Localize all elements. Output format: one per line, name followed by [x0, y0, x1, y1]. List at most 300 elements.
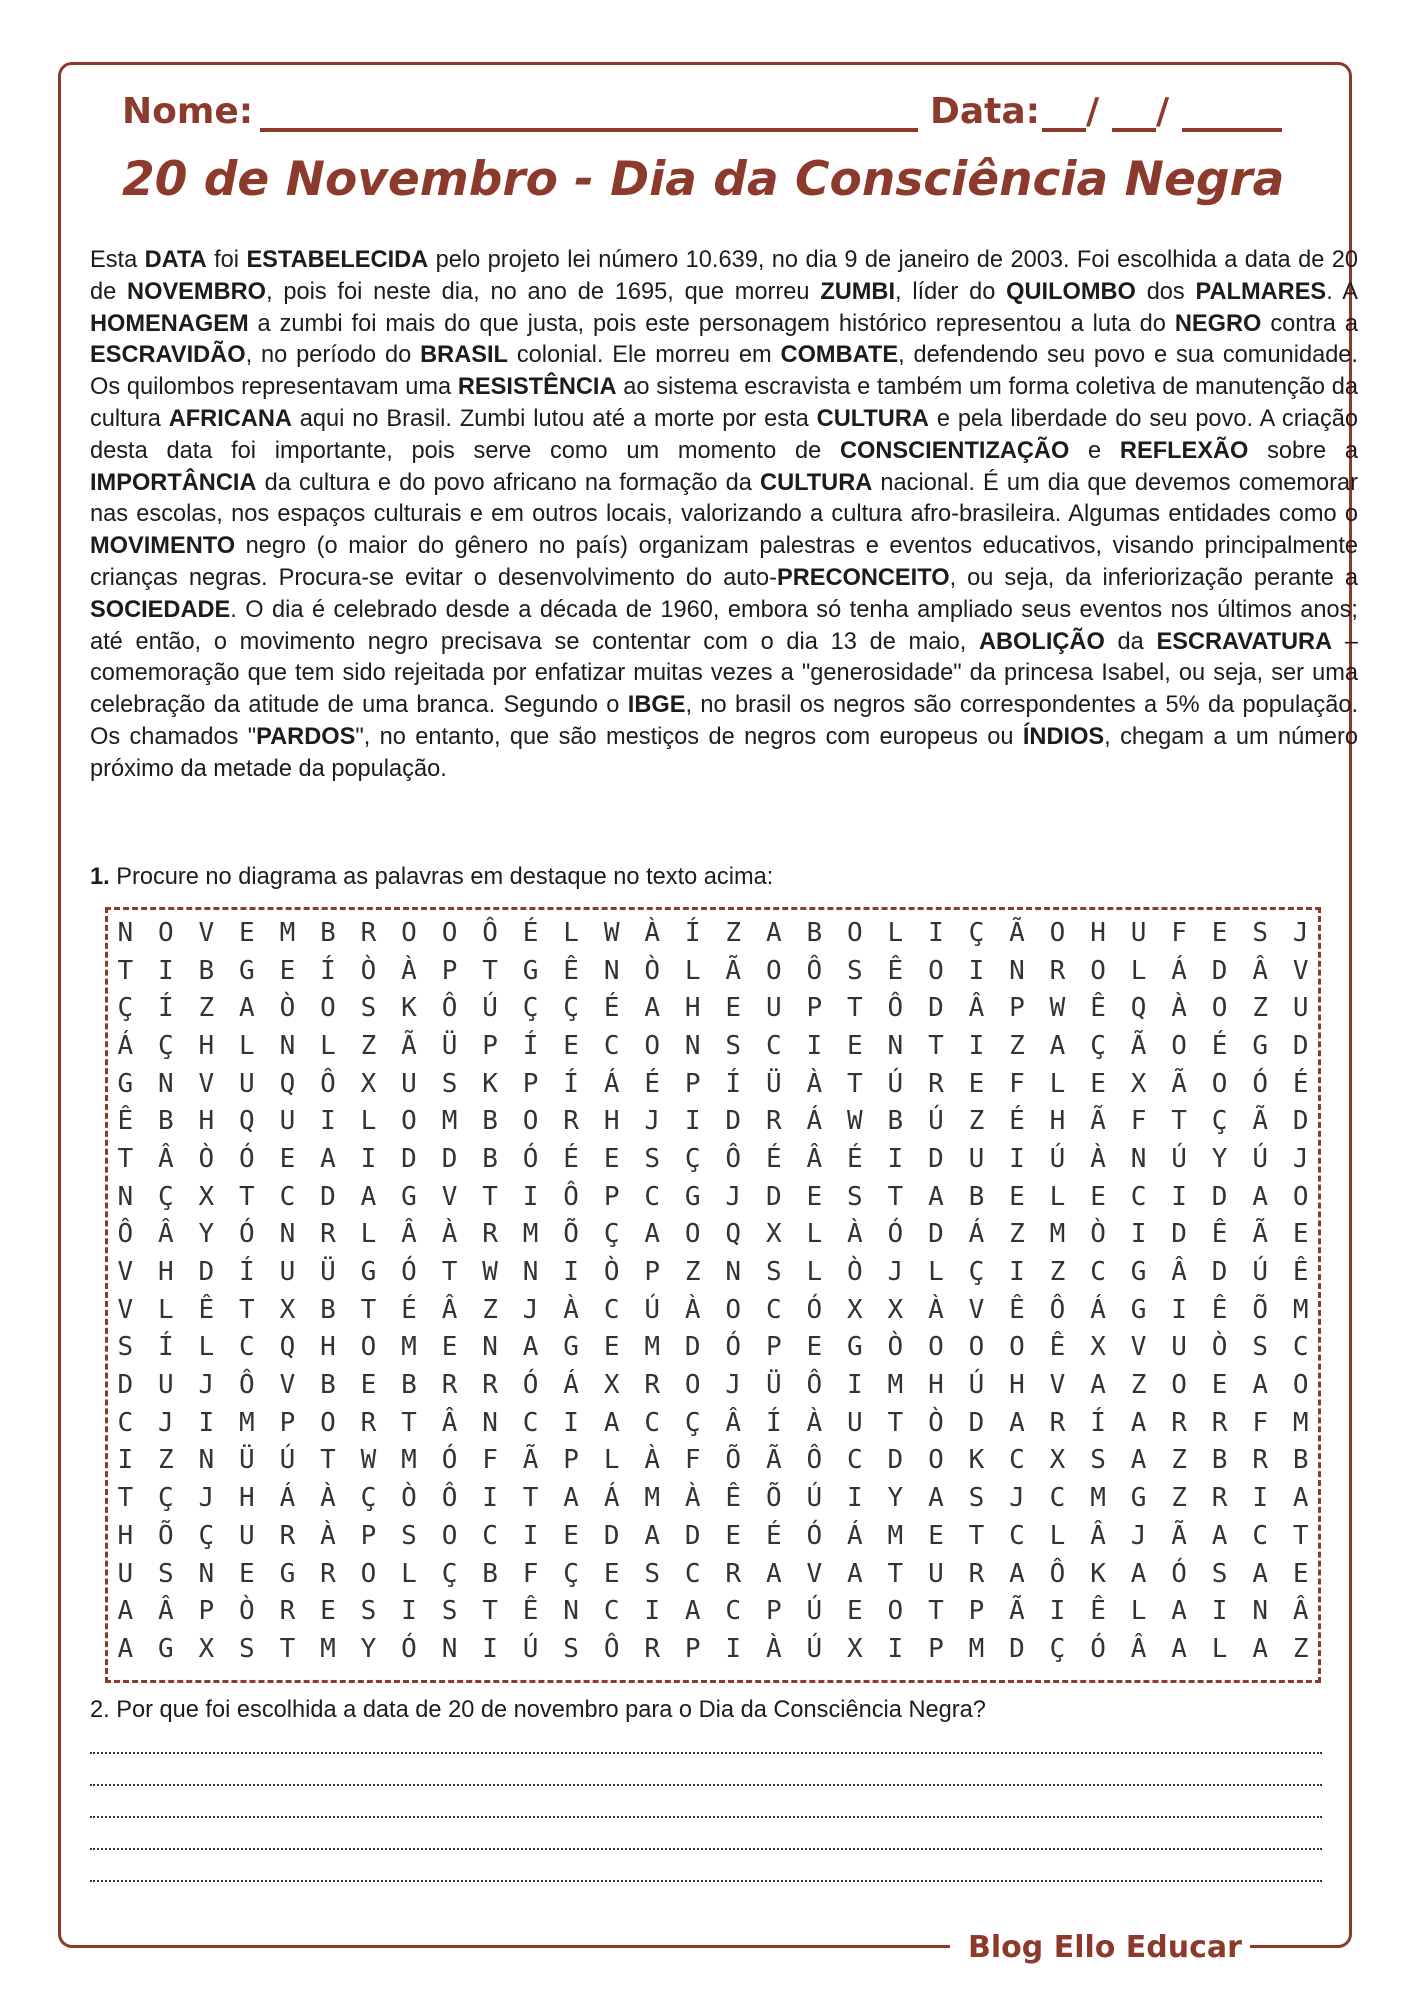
wordsearch-cell[interactable]: Ü — [765, 1370, 782, 1401]
wordsearch-cell[interactable]: Ç — [360, 1483, 377, 1514]
wordsearch-cell[interactable]: D — [603, 1520, 620, 1551]
wordsearch-cell[interactable]: Â — [441, 1407, 458, 1438]
wordsearch-cell[interactable]: B — [320, 1294, 336, 1325]
wordsearch-cell[interactable]: S — [847, 1181, 863, 1212]
wordsearch-cell[interactable]: V — [117, 1257, 134, 1288]
wordsearch-cell[interactable]: N — [684, 1030, 701, 1061]
wordsearch-cell[interactable]: C — [1009, 1520, 1025, 1551]
wordsearch-cell[interactable]: E — [1090, 1181, 1106, 1212]
wordsearch-cell[interactable]: Ç — [157, 1181, 174, 1212]
wordsearch-cell[interactable]: R — [320, 1558, 336, 1589]
wordsearch-cell[interactable]: À — [320, 1483, 336, 1514]
wordsearch-cell[interactable]: A — [1090, 1370, 1106, 1401]
wordsearch-cell[interactable]: A — [1171, 1596, 1187, 1627]
wordsearch-cell[interactable]: X — [765, 1219, 782, 1250]
wordsearch-cell[interactable]: Ô — [441, 993, 458, 1024]
wordsearch-cell[interactable]: J — [1009, 1483, 1025, 1514]
wordsearch-cell[interactable]: G — [563, 1332, 579, 1363]
wordsearch-cell[interactable]: Z — [1009, 1030, 1025, 1061]
wordsearch-cell[interactable]: S — [157, 1558, 174, 1589]
wordsearch-cell[interactable]: Ã — [1009, 1596, 1025, 1627]
wordsearch-cell[interactable]: I — [198, 1407, 215, 1438]
wordsearch-cell[interactable]: Ú — [806, 1633, 823, 1664]
wordsearch-cell[interactable]: D — [401, 1143, 417, 1174]
wordsearch-cell[interactable]: D — [765, 1181, 782, 1212]
wordsearch-cell[interactable]: Ô — [806, 1370, 823, 1401]
wordsearch-cell[interactable]: X — [847, 1294, 863, 1325]
wordsearch-cell[interactable]: L — [928, 1257, 944, 1288]
wordsearch-cell[interactable]: T — [482, 1181, 498, 1212]
wordsearch-cell[interactable]: A — [1009, 1407, 1025, 1438]
wordsearch-cell[interactable]: M — [1049, 1219, 1066, 1250]
wordsearch-cell[interactable]: Q — [279, 1332, 296, 1363]
wordsearch-cell[interactable]: M — [401, 1332, 417, 1363]
wordsearch-cell[interactable]: Â — [806, 1143, 823, 1174]
wordsearch-cell[interactable]: T — [928, 1030, 944, 1061]
wordsearch-cell[interactable]: I — [847, 1370, 863, 1401]
wordsearch-cell[interactable]: Z — [968, 1106, 985, 1137]
wordsearch-cell[interactable]: J — [198, 1483, 215, 1514]
wordsearch-cell[interactable]: G — [684, 1181, 701, 1212]
wordsearch-cell[interactable]: C — [644, 1181, 660, 1212]
wordsearch-cell[interactable]: Ô — [320, 1068, 336, 1099]
wordsearch-cell[interactable]: Z — [1171, 1445, 1187, 1476]
wordsearch-cell[interactable]: C — [1009, 1445, 1025, 1476]
wordsearch-cell[interactable]: P — [968, 1596, 985, 1627]
wordsearch-cell[interactable]: N — [198, 1445, 215, 1476]
wordsearch-cell[interactable]: I — [522, 1181, 539, 1212]
wordsearch-cell[interactable]: Z — [684, 1257, 701, 1288]
wordsearch-cell[interactable]: M — [887, 1370, 904, 1401]
wordsearch-cell[interactable]: O — [1171, 1030, 1187, 1061]
wordsearch-cell[interactable]: Â — [441, 1294, 458, 1325]
wordsearch-cell[interactable]: C — [482, 1520, 498, 1551]
wordsearch-cell[interactable]: N — [482, 1407, 498, 1438]
wordsearch-cell[interactable]: N — [1252, 1596, 1268, 1627]
wordsearch-cell[interactable]: E — [1211, 1370, 1228, 1401]
wordsearch-cell[interactable]: E — [725, 1520, 742, 1551]
wordsearch-cell[interactable]: A — [644, 1520, 660, 1551]
wordsearch-cell[interactable]: X — [1130, 1068, 1147, 1099]
date-day-line[interactable] — [1042, 128, 1086, 132]
wordsearch-cell[interactable]: E — [1090, 1068, 1106, 1099]
wordsearch-cell[interactable]: I — [1009, 1143, 1025, 1174]
wordsearch-cell[interactable]: É — [644, 1068, 660, 1099]
wordsearch-cell[interactable]: H — [603, 1106, 620, 1137]
wordsearch-cell[interactable]: A — [1252, 1633, 1268, 1664]
wordsearch-cell[interactable]: Í — [157, 1332, 174, 1363]
wordsearch-cell[interactable]: Ô — [117, 1219, 134, 1250]
wordsearch-cell[interactable]: À — [847, 1219, 863, 1250]
wordsearch-cell[interactable]: M — [1090, 1483, 1106, 1514]
wordsearch-cell[interactable]: B — [320, 917, 336, 948]
wordsearch-cell[interactable]: À — [1171, 993, 1187, 1024]
wordsearch-cell[interactable]: G — [239, 955, 255, 986]
wordsearch-cell[interactable]: N — [441, 1633, 458, 1664]
wordsearch-cell[interactable]: V — [117, 1294, 134, 1325]
wordsearch-cell[interactable]: K — [401, 993, 417, 1024]
wordsearch-cell[interactable]: À — [1090, 1143, 1106, 1174]
wordsearch-cell[interactable]: Ú — [1252, 1257, 1268, 1288]
wordsearch-cell[interactable]: Z — [1009, 1219, 1025, 1250]
wordsearch-cell[interactable]: R — [1252, 1445, 1268, 1476]
wordsearch-cell[interactable]: I — [563, 1257, 579, 1288]
wordsearch-cell[interactable]: À — [644, 917, 660, 948]
wordsearch-cell[interactable]: Ú — [887, 1068, 904, 1099]
wordsearch-cell[interactable]: T — [360, 1294, 377, 1325]
wordsearch-cell[interactable]: E — [1292, 1219, 1309, 1250]
wordsearch-cell[interactable]: R — [644, 1370, 660, 1401]
wordsearch-cell[interactable]: Ú — [968, 1370, 985, 1401]
wordsearch-cell[interactable]: J — [725, 1370, 742, 1401]
wordsearch-cell[interactable]: J — [198, 1370, 215, 1401]
answer-line[interactable] — [90, 1848, 1322, 1850]
wordsearch-cell[interactable]: A — [684, 1596, 701, 1627]
wordsearch-cell[interactable]: Á — [603, 1068, 620, 1099]
wordsearch-cell[interactable]: Ç — [684, 1407, 701, 1438]
wordsearch-cell[interactable]: C — [725, 1596, 742, 1627]
wordsearch-cell[interactable]: I — [117, 1445, 134, 1476]
wordsearch-cell[interactable]: O — [401, 917, 417, 948]
wordsearch-cell[interactable]: A — [117, 1633, 134, 1664]
wordsearch-cell[interactable]: I — [320, 1106, 336, 1137]
wordsearch-cell[interactable]: P — [441, 955, 458, 986]
wordsearch-cell[interactable]: C — [117, 1407, 134, 1438]
wordsearch-cell[interactable]: R — [360, 1407, 377, 1438]
wordsearch-cell[interactable]: L — [360, 1219, 377, 1250]
wordsearch-cell[interactable]: P — [928, 1633, 944, 1664]
wordsearch-cell[interactable]: M — [320, 1633, 336, 1664]
wordsearch-cell[interactable]: K — [1090, 1558, 1106, 1589]
wordsearch-cell[interactable]: M — [968, 1633, 985, 1664]
wordsearch-cell[interactable]: E — [320, 1596, 336, 1627]
answer-line[interactable] — [90, 1752, 1322, 1754]
wordsearch-cell[interactable]: Z — [1171, 1483, 1187, 1514]
wordsearch-cell[interactable]: D — [198, 1257, 215, 1288]
wordsearch-cell[interactable]: T — [239, 1181, 255, 1212]
wordsearch-cell[interactable]: L — [1211, 1633, 1228, 1664]
wordsearch-cell[interactable]: G — [1130, 1294, 1147, 1325]
wordsearch-cell[interactable]: A — [1252, 1558, 1268, 1589]
wordsearch-cell[interactable]: F — [1252, 1407, 1268, 1438]
wordsearch-cell[interactable]: G — [401, 1181, 417, 1212]
wordsearch-cell[interactable]: P — [522, 1068, 539, 1099]
wordsearch-cell[interactable]: Z — [1252, 993, 1268, 1024]
wordsearch-cell[interactable]: Ò — [239, 1596, 255, 1627]
wordsearch-cell[interactable]: S — [239, 1633, 255, 1664]
wordsearch-cell[interactable]: P — [603, 1181, 620, 1212]
wordsearch-cell[interactable]: B — [1211, 1445, 1228, 1476]
wordsearch-cell[interactable]: T — [482, 955, 498, 986]
wordsearch-cell[interactable]: C — [1252, 1520, 1268, 1551]
wordsearch-cell[interactable]: Ç — [563, 1558, 579, 1589]
date-year-line[interactable] — [1182, 128, 1282, 132]
wordsearch-cell[interactable]: Ú — [1049, 1143, 1066, 1174]
wordsearch-cell[interactable]: I — [1171, 1294, 1187, 1325]
wordsearch-cell[interactable]: U — [401, 1068, 417, 1099]
wordsearch-cell[interactable]: C — [1049, 1483, 1066, 1514]
wordsearch-cell[interactable]: G — [847, 1332, 863, 1363]
wordsearch-cell[interactable]: A — [1292, 1483, 1309, 1514]
wordsearch-cell[interactable]: À — [684, 1483, 701, 1514]
wordsearch-cell[interactable]: D — [684, 1332, 701, 1363]
wordsearch-cell[interactable]: Y — [360, 1633, 377, 1664]
wordsearch-cell[interactable]: O — [887, 1596, 904, 1627]
wordsearch-cell[interactable]: Á — [117, 1030, 134, 1061]
wordsearch-cell[interactable]: R — [482, 1370, 498, 1401]
wordsearch-cell[interactable]: C — [1292, 1332, 1309, 1363]
wordsearch-cell[interactable]: I — [725, 1633, 742, 1664]
wordsearch-cell[interactable]: Y — [887, 1483, 904, 1514]
wordsearch-cell[interactable]: Í — [157, 993, 174, 1024]
wordsearch-cell[interactable]: A — [239, 993, 255, 1024]
wordsearch-cell[interactable]: Ê — [522, 1596, 539, 1627]
wordsearch-cell[interactable]: O — [725, 1294, 742, 1325]
wordsearch-cell[interactable]: E — [928, 1520, 944, 1551]
wordsearch-cell[interactable]: W — [847, 1106, 863, 1137]
wordsearch-cell[interactable]: O — [401, 1106, 417, 1137]
wordsearch-cell[interactable]: T — [320, 1445, 336, 1476]
wordsearch-cell[interactable]: Ü — [320, 1257, 336, 1288]
wordsearch-cell[interactable]: E — [239, 917, 255, 948]
wordsearch-cell[interactable]: C — [1130, 1181, 1147, 1212]
wordsearch-cell[interactable]: Ê — [117, 1106, 134, 1137]
wordsearch-cell[interactable]: A — [1211, 1520, 1228, 1551]
wordsearch-cell[interactable]: R — [1049, 1407, 1066, 1438]
wordsearch-cell[interactable]: U — [968, 1143, 985, 1174]
wordsearch-cell[interactable]: D — [1211, 955, 1228, 986]
wordsearch-cell[interactable]: A — [320, 1143, 336, 1174]
wordsearch-cell[interactable]: Â — [725, 1407, 742, 1438]
wordsearch-cell[interactable]: B — [806, 917, 823, 948]
wordsearch-cell[interactable]: Ú — [1171, 1143, 1187, 1174]
wordsearch-cell[interactable]: Ç — [603, 1219, 620, 1250]
wordsearch-cell[interactable]: I — [887, 1143, 904, 1174]
wordsearch-cell[interactable]: Ô — [1049, 1294, 1066, 1325]
wordsearch-cell[interactable]: P — [1009, 993, 1025, 1024]
wordsearch-cell[interactable]: U — [157, 1370, 174, 1401]
wordsearch-cell[interactable]: J — [887, 1257, 904, 1288]
wordsearch-cell[interactable]: Ô — [887, 993, 904, 1024]
wordsearch-cell[interactable]: P — [684, 1068, 701, 1099]
wordsearch-cell[interactable]: Ò — [644, 955, 660, 986]
wordsearch-cell[interactable]: R — [968, 1558, 985, 1589]
wordsearch-cell[interactable]: A — [928, 1181, 944, 1212]
wordsearch-cell[interactable]: E — [603, 1558, 620, 1589]
wordsearch-cell[interactable]: T — [441, 1257, 458, 1288]
wordsearch-cell[interactable]: V — [806, 1558, 823, 1589]
wordsearch-cell[interactable]: X — [279, 1294, 296, 1325]
wordsearch-cell[interactable]: F — [1171, 917, 1187, 948]
wordsearch-cell[interactable]: K — [968, 1445, 985, 1476]
wordsearch-cell[interactable]: P — [765, 1332, 782, 1363]
wordsearch-cell[interactable]: O — [360, 1332, 377, 1363]
wordsearch-cell[interactable]: Í — [563, 1068, 579, 1099]
wordsearch-cell[interactable]: L — [806, 1219, 823, 1250]
wordsearch-cell[interactable]: Q — [279, 1068, 296, 1099]
wordsearch-cell[interactable]: U — [847, 1407, 863, 1438]
wordsearch-cell[interactable]: Ã — [1130, 1030, 1147, 1061]
wordsearch-cell[interactable]: Á — [1090, 1294, 1106, 1325]
wordsearch-cell[interactable]: U — [1292, 993, 1309, 1024]
wordsearch-cell[interactable]: I — [1009, 1257, 1025, 1288]
wordsearch-cell[interactable]: D — [887, 1445, 904, 1476]
wordsearch-cell[interactable]: R — [360, 917, 377, 948]
wordsearch-cell[interactable]: Á — [563, 1370, 579, 1401]
wordsearch-cell[interactable]: O — [684, 1370, 701, 1401]
wordsearch-cell[interactable]: N — [482, 1332, 498, 1363]
wordsearch-cell[interactable]: W — [603, 917, 620, 948]
wordsearch-cell[interactable]: T — [968, 1520, 985, 1551]
wordsearch-cell[interactable]: R — [1211, 1407, 1228, 1438]
wordsearch-cell[interactable]: H — [684, 993, 701, 1024]
wordsearch-cell[interactable]: Ò — [603, 1257, 620, 1288]
wordsearch-cell[interactable]: O — [928, 1332, 944, 1363]
wordsearch-cell[interactable]: C — [603, 1030, 620, 1061]
wordsearch-cell[interactable]: S — [1090, 1445, 1106, 1476]
wordsearch-cell[interactable]: Â — [1090, 1520, 1106, 1551]
wordsearch-cell[interactable]: Í — [1090, 1407, 1106, 1438]
wordsearch-cell[interactable]: R — [279, 1596, 296, 1627]
wordsearch-cell[interactable]: I — [928, 917, 944, 948]
wordsearch-cell[interactable]: É — [1292, 1068, 1309, 1099]
wordsearch-cell[interactable]: I — [644, 1596, 660, 1627]
wordsearch-cell[interactable]: J — [725, 1181, 742, 1212]
wordsearch-cell[interactable]: X — [198, 1633, 215, 1664]
wordsearch-cell[interactable]: Ú — [522, 1633, 539, 1664]
wordsearch-cell[interactable]: H — [320, 1332, 336, 1363]
wordsearch-cell[interactable]: Ô — [725, 1143, 742, 1174]
wordsearch-cell[interactable]: H — [117, 1520, 134, 1551]
wordsearch-cell[interactable]: I — [1171, 1181, 1187, 1212]
wordsearch-cell[interactable]: D — [928, 993, 944, 1024]
wordsearch-cell[interactable]: I — [968, 1030, 985, 1061]
wordsearch-cell[interactable]: D — [1292, 1030, 1309, 1061]
wordsearch-cell[interactable]: A — [563, 1483, 579, 1514]
wordsearch-cell[interactable]: V — [1292, 955, 1309, 986]
wordsearch-cell[interactable]: B — [198, 955, 215, 986]
wordsearch-cell[interactable]: U — [1130, 917, 1147, 948]
wordsearch-cell[interactable]: Ò — [1090, 1219, 1106, 1250]
wordsearch-cell[interactable]: D — [1292, 1106, 1309, 1137]
wordsearch-cell[interactable]: À — [765, 1633, 782, 1664]
wordsearch-cell[interactable]: D — [725, 1106, 742, 1137]
wordsearch-cell[interactable]: E — [603, 1143, 620, 1174]
wordsearch-cell[interactable]: Ó — [239, 1219, 255, 1250]
wordsearch-cell[interactable]: Z — [1292, 1633, 1309, 1664]
wordsearch-cell[interactable]: X — [198, 1181, 215, 1212]
wordsearch-cell[interactable]: Ê — [725, 1483, 742, 1514]
wordsearch-cell[interactable]: J — [1292, 917, 1309, 948]
wordsearch-cell[interactable]: T — [117, 1143, 134, 1174]
wordsearch-cell[interactable]: É — [522, 917, 539, 948]
wordsearch-cell[interactable]: O — [765, 955, 782, 986]
wordsearch-cell[interactable]: O — [1009, 1332, 1025, 1363]
wordsearch-cell[interactable]: E — [360, 1370, 377, 1401]
wordsearch-cell[interactable]: S — [360, 993, 377, 1024]
wordsearch-cell[interactable]: Á — [847, 1520, 863, 1551]
wordsearch-cell[interactable]: Õ — [563, 1219, 579, 1250]
wordsearch-cell[interactable]: A — [1009, 1558, 1025, 1589]
wordsearch-cell[interactable]: A — [1171, 1633, 1187, 1664]
wordsearch-cell[interactable]: E — [563, 1520, 579, 1551]
wordsearch-cell[interactable]: Ó — [441, 1445, 458, 1476]
wordsearch-cell[interactable]: O — [684, 1219, 701, 1250]
wordsearch-cell[interactable]: X — [887, 1294, 904, 1325]
wordsearch-cell[interactable]: R — [1211, 1483, 1228, 1514]
wordsearch-cell[interactable]: L — [1130, 955, 1147, 986]
wordsearch-cell[interactable]: Q — [239, 1106, 255, 1137]
wordsearch-cell[interactable]: L — [563, 917, 579, 948]
wordsearch-cell[interactable]: Ã — [1090, 1106, 1106, 1137]
wordsearch-cell[interactable]: I — [887, 1633, 904, 1664]
wordsearch-cell[interactable]: X — [1049, 1445, 1066, 1476]
wordsearch-cell[interactable]: B — [887, 1106, 904, 1137]
wordsearch-cell[interactable]: Z — [725, 917, 742, 948]
wordsearch-cell[interactable]: A — [1130, 1445, 1147, 1476]
wordsearch-cell[interactable]: Ó — [239, 1143, 255, 1174]
wordsearch-cell[interactable]: R — [563, 1106, 579, 1137]
wordsearch-cell[interactable]: C — [239, 1332, 255, 1363]
wordsearch-cell[interactable]: Â — [1130, 1633, 1147, 1664]
wordsearch-cell[interactable]: O — [522, 1106, 539, 1137]
wordsearch-cell[interactable]: R — [279, 1520, 296, 1551]
wordsearch-cell[interactable]: Í — [320, 955, 336, 986]
wordsearch-cell[interactable]: N — [603, 955, 620, 986]
wordsearch-cell[interactable]: Ô — [806, 955, 823, 986]
wordsearch-cell[interactable]: Y — [198, 1219, 215, 1250]
wordsearch-cell[interactable]: P — [765, 1596, 782, 1627]
wordsearch-cell[interactable]: S — [765, 1257, 782, 1288]
wordsearch-cell[interactable]: À — [806, 1407, 823, 1438]
wordsearch-cell[interactable]: D — [441, 1143, 458, 1174]
wordsearch-cell[interactable]: Q — [1130, 993, 1147, 1024]
wordsearch-cell[interactable]: N — [279, 1219, 296, 1250]
wordsearch-cell[interactable]: H — [157, 1257, 174, 1288]
answer-line[interactable] — [90, 1784, 1322, 1786]
wordsearch-cell[interactable]: D — [1009, 1633, 1025, 1664]
wordsearch-cell[interactable]: Á — [603, 1483, 620, 1514]
wordsearch-cell[interactable]: P — [360, 1520, 377, 1551]
wordsearch-cell[interactable]: Ê — [1090, 1596, 1106, 1627]
wordsearch-cell[interactable]: T — [482, 1596, 498, 1627]
wordsearch-cell[interactable]: Í — [725, 1068, 742, 1099]
wordsearch-cell[interactable]: Ç — [1049, 1633, 1066, 1664]
wordsearch-cell[interactable]: C — [603, 1294, 620, 1325]
wordsearch-cell[interactable]: G — [1252, 1030, 1268, 1061]
wordsearch-cell[interactable]: Ü — [765, 1068, 782, 1099]
wordsearch-cell[interactable]: A — [1049, 1030, 1066, 1061]
wordsearch-cell[interactable]: E — [239, 1558, 255, 1589]
wordsearch-cell[interactable]: D — [968, 1407, 985, 1438]
wordsearch-cell[interactable]: L — [360, 1106, 377, 1137]
wordsearch-cell[interactable]: Ú — [1252, 1143, 1268, 1174]
wordsearch-cell[interactable]: O — [1090, 955, 1106, 986]
wordsearch-cell[interactable]: À — [563, 1294, 579, 1325]
wordsearch-cell[interactable]: T — [401, 1407, 417, 1438]
wordsearch-cell[interactable]: Ê — [563, 955, 579, 986]
wordsearch-cell[interactable]: É — [603, 993, 620, 1024]
wordsearch-cell[interactable]: Õ — [765, 1483, 782, 1514]
wordsearch-cell[interactable]: V — [441, 1181, 458, 1212]
wordsearch-cell[interactable]: R — [441, 1370, 458, 1401]
wordsearch-cell[interactable]: C — [603, 1596, 620, 1627]
wordsearch-cell[interactable]: Ô — [563, 1181, 579, 1212]
wordsearch-cell[interactable]: M — [401, 1445, 417, 1476]
wordsearch-cell[interactable]: R — [928, 1068, 944, 1099]
wordsearch-cell[interactable]: S — [644, 1558, 660, 1589]
wordsearch-cell[interactable]: Ú — [644, 1294, 660, 1325]
